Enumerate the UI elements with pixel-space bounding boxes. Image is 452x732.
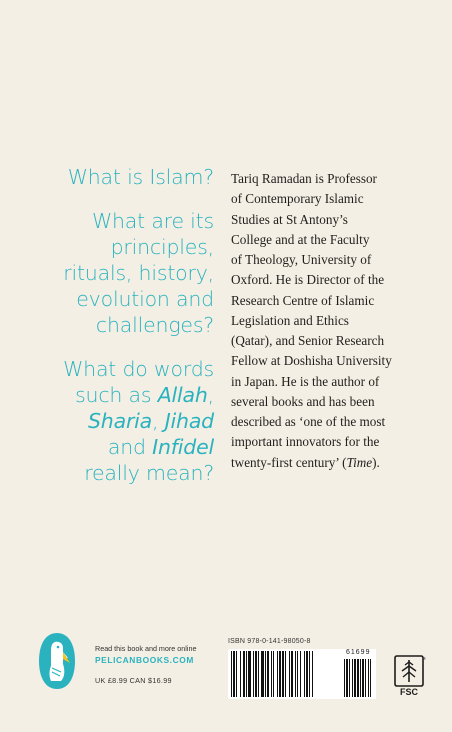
text-run: ). <box>372 454 380 470</box>
text-run: in Japan. He is the author of <box>231 373 380 389</box>
italic-term: Jihad <box>164 409 214 433</box>
question-line <box>20 408 214 434</box>
price-text: UK £8.99 CAN $16.99 <box>95 676 172 685</box>
bio-line <box>231 432 431 452</box>
question-block <box>20 208 214 338</box>
bio-line <box>231 331 431 351</box>
italic-term: Time <box>346 454 373 470</box>
italic-term: Allah <box>157 383 208 407</box>
text-run: of Contemporary Islamic <box>231 191 364 207</box>
question-line <box>20 434 214 460</box>
question-line <box>20 164 214 190</box>
question-block <box>20 164 214 190</box>
question-line <box>20 286 214 312</box>
italic-term: Infidel <box>152 435 214 459</box>
text-run: such as <box>75 383 158 407</box>
text-run: What are its <box>91 209 214 233</box>
bio-line <box>231 270 431 290</box>
question-line <box>20 460 214 486</box>
promo-text: Read this book and more online <box>95 644 197 653</box>
text-run: College and at the Faculty <box>231 231 370 247</box>
barcode-background <box>228 649 376 699</box>
bio-line <box>231 250 431 270</box>
text-run: twenty-first century’ ( <box>231 454 347 470</box>
svg-text:FSC: FSC <box>400 687 418 697</box>
barcode-icon <box>228 649 376 699</box>
text-run: Studies at St Antony’s <box>231 211 348 227</box>
question-line <box>20 382 214 408</box>
isbn-number: ISBN 978-0-141-98050-8 <box>228 638 311 645</box>
italic-term: Sharia <box>87 409 153 433</box>
text-run: Research Centre of Islamic <box>231 292 375 308</box>
text-run: and <box>107 435 153 459</box>
svg-text:®: ® <box>423 656 426 661</box>
bio-line <box>231 230 431 250</box>
author-bio <box>231 169 431 473</box>
text-run: important innovators for the <box>231 434 380 450</box>
question-line <box>20 260 214 286</box>
barcode-addon-digits: 61699 <box>346 649 371 656</box>
bio-line <box>231 351 431 371</box>
bio-line <box>231 372 431 392</box>
pelican-logo-icon <box>38 632 76 690</box>
fsc-logo-icon <box>392 654 426 698</box>
text-run: Fellow at Doshisha University <box>231 353 392 369</box>
question-line <box>20 356 214 382</box>
text-run: What is Islam? <box>67 165 214 189</box>
question-line <box>20 208 214 234</box>
bio-line <box>231 311 431 331</box>
bio-line <box>231 291 431 311</box>
text-run: Legislation and Ethics <box>231 312 349 328</box>
text-run: Tariq Ramadan is Professor <box>231 171 377 186</box>
text-run: described as ‘one of the most <box>231 414 386 429</box>
text-run: of Theology, University of <box>231 252 372 267</box>
bio-line <box>231 189 431 209</box>
question-block <box>20 356 214 486</box>
bio-line <box>231 210 431 230</box>
text-run: challenges? <box>95 313 214 337</box>
text-run: , <box>152 409 165 433</box>
text-run: , <box>207 383 214 407</box>
text-run: (Qatar), and Senior Research <box>231 333 385 348</box>
question-line <box>20 312 214 338</box>
bio-line <box>231 392 431 412</box>
text-run: Oxford. He is Director of the <box>231 272 385 288</box>
text-run: principles, <box>110 235 214 259</box>
bio-line <box>231 412 431 432</box>
text-run: rituals, history, <box>63 261 214 285</box>
bio-line <box>231 169 431 189</box>
text-run: several books and has been <box>231 393 375 409</box>
text-run: What do words <box>63 357 214 381</box>
barcode-area <box>228 638 378 700</box>
text-run: evolution and <box>76 287 214 311</box>
question-column <box>20 164 214 486</box>
question-line <box>20 234 214 260</box>
text-run: really mean? <box>84 461 214 485</box>
bio-line <box>231 453 431 473</box>
promo-block <box>95 644 197 666</box>
website-link[interactable]: PELICANBOOKS.COM <box>95 655 194 665</box>
